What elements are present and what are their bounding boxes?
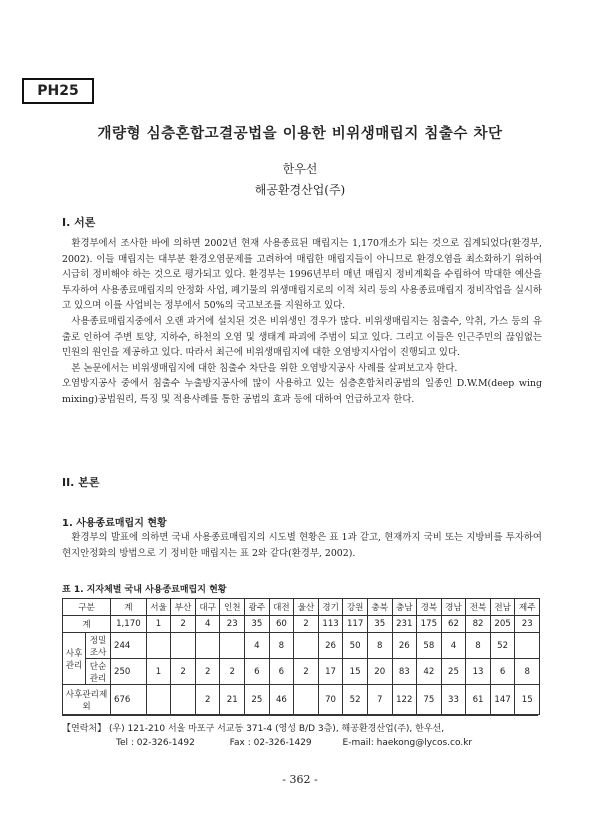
table-cell: 15 [343, 659, 368, 685]
table-cell [195, 633, 220, 659]
intro-paragraph: 오염방지공사 중에서 침출수 누출방지공사에 많이 사용하고 있는 심층혼합처리공법의 일종인 D.W.M(deep wing mixing)공법원리, 특징 및 적용사례를 통한 공법의 효과 등에 대하여 언급하고자 한다. [62, 378, 542, 405]
table-header-cell: 경북 [417, 599, 442, 616]
table-cell: 231 [392, 616, 417, 633]
table-row [63, 616, 540, 633]
table-cell: 1,170 [111, 616, 147, 633]
contact-tel: Tel : 02-326-1492 [116, 738, 195, 748]
table-cell: 35 [367, 616, 392, 633]
contact-email: E-mail: haekong@lycos.co.kr [342, 738, 473, 748]
table-cell [146, 633, 171, 659]
table-header-cell: 구분 [63, 599, 111, 616]
table-cell: 2 [171, 616, 196, 633]
table-cell: 8 [269, 633, 294, 659]
footnote-divider [62, 715, 538, 716]
table-cell: 35 [245, 616, 270, 633]
row-label: 정밀조사 [86, 633, 111, 659]
table-cell: 52 [490, 633, 515, 659]
table-cell: 113 [318, 616, 343, 633]
table-cell: 25 [441, 659, 466, 685]
table-cell [146, 685, 171, 715]
table-cell: 42 [417, 659, 442, 685]
table-cell: 244 [111, 633, 147, 659]
table-header-cell: 인천 [220, 599, 245, 616]
table-header-cell: 서울 [146, 599, 171, 616]
table-cell: 58 [417, 633, 442, 659]
table-cell: 23 [515, 616, 540, 633]
table-cell: 4 [195, 616, 220, 633]
page-number: - 362 - [282, 773, 318, 786]
table-cell: 50 [343, 633, 368, 659]
table-cell: 8 [367, 633, 392, 659]
table-cell [294, 633, 319, 659]
table-cell: 70 [318, 685, 343, 715]
subsection-paragraph: 환경부의 발표에 의하면 국내 사용종료매립지의 시도별 현황은 표 1과 같고, 현재까지 국비 또는 지방비를 투자하여 현지안정화의 방법으로 기 정비한 매립지는 표 2와 같다(환경부, 2002). [62, 532, 542, 559]
intro-paragraph: 사용종료매립지중에서 오랜 과거에 설치된 것은 비위생인 경우가 많다. 비위생매립지는 침출수, 악취, 가스 등의 유출로 인하여 주변 토양, 지하수, 하천의 오염 및 생태계 파괴에 주범이 되고 있다. 그리고 이들은 인근주민의 끊임없는 민원의 원인을 제공하고 있다. 따라서 최근에 비위생매립지에 대한 오염방지사업이 진행되고 있다. [62, 315, 542, 359]
table-header-cell: 충북 [367, 599, 392, 616]
table-cell: 175 [417, 616, 442, 633]
table-cell: 26 [392, 633, 417, 659]
table-header-cell: 광주 [245, 599, 270, 616]
table-header-cell: 계 [111, 599, 147, 616]
subsection-heading: 1. 사용종료매립지 현황 [62, 518, 167, 529]
table-header-cell: 강원 [343, 599, 368, 616]
table-cell: 62 [441, 616, 466, 633]
row-label: 사후관리제외 [63, 685, 111, 715]
contact-fax: Fax : 02-326-1429 [229, 738, 312, 748]
intro-paragraph: 환경부에서 조사한 바에 의하면 2002년 현재 사용종료된 매립지는 1,170개소가 되는 것으로 집계되었다(환경부, 2002). 이들 매립지는 대부분 환경오염문제를 고려하여 매립한 매립지들이 아니므로 환경오염을 최소화하기 위하여 시급히 정비해야 하는 것으로 평가되고 있다. 환경부는 1996년부터 매년 매립지 정비계획을 수립하여 막대한 예산을 투자하여 사용종료매립지의 안정화 사업, 폐기물의 위생매립지로의 이적 처리 등의 사용종료매립지 정비작업을 실시하고 있으며 이를 사업비는 정부에서 50%의 국고보조를 지원하고 있다. [62, 238, 542, 312]
table-cell [220, 633, 245, 659]
table-cell: 21 [220, 685, 245, 715]
table-cell: 6 [245, 659, 270, 685]
author-affiliation: 해공환경산업(주) [254, 183, 346, 197]
table-cell: 122 [392, 685, 417, 715]
table-cell: 8 [515, 659, 540, 685]
table-cell: 61 [466, 685, 491, 715]
table-cell: 117 [343, 616, 368, 633]
table-header-cell: 부산 [171, 599, 196, 616]
table-cell: 6 [269, 659, 294, 685]
table-cell: 75 [417, 685, 442, 715]
table-cell: 4 [441, 633, 466, 659]
table-cell: 82 [466, 616, 491, 633]
table-cell: 23 [220, 616, 245, 633]
table-cell: 676 [111, 685, 147, 715]
contact-line: 【연락처】 (우) 121-210 서울 마포구 서교동 371-4 (영성 B/D 3층), 해공환경산업(주), 한우선, [62, 724, 445, 734]
table-cell: 147 [490, 685, 515, 715]
table-cell: 2 [220, 659, 245, 685]
table-row [63, 659, 540, 685]
table-header-cell: 전남 [490, 599, 515, 616]
table-cell: 7 [367, 685, 392, 715]
row-label: 단순관리 [86, 659, 111, 685]
table-header-cell: 전북 [466, 599, 491, 616]
table-header-cell: 경기 [318, 599, 343, 616]
table-cell: 6 [490, 659, 515, 685]
landfill-status-table [62, 598, 540, 715]
table-header-cell: 경남 [441, 599, 466, 616]
table-header-cell: 울산 [294, 599, 319, 616]
table-cell: 13 [466, 659, 491, 685]
section-heading-intro: I. 서론 [62, 216, 96, 229]
table-caption: 표 1. 지자체별 국내 사용종료매립지 현황 [62, 585, 227, 595]
table-cell: 60 [269, 616, 294, 633]
table-cell [171, 685, 196, 715]
table-cell [294, 685, 319, 715]
section-heading-body: II. 본론 [62, 476, 100, 489]
table-cell: 2 [171, 659, 196, 685]
row-group-label: 사후관리 [63, 633, 86, 685]
table-cell: 46 [269, 685, 294, 715]
table-cell: 17 [318, 659, 343, 685]
table-cell [171, 633, 196, 659]
intro-body [62, 236, 542, 408]
paper-title: 개량형 심층혼합고결공법을 이용한 비위생매립지 침출수 차단 [97, 126, 503, 142]
table-cell: 8 [466, 633, 491, 659]
table-header-cell: 대구 [195, 599, 220, 616]
table-cell: 26 [318, 633, 343, 659]
table-cell: 1 [146, 659, 171, 685]
table-cell: 1 [146, 616, 171, 633]
table-cell: 52 [343, 685, 368, 715]
table-row [63, 633, 540, 659]
table-cell: 2 [294, 659, 319, 685]
table-cell [515, 633, 540, 659]
table-cell: 83 [392, 659, 417, 685]
table-cell: 15 [515, 685, 540, 715]
table-cell: 2 [294, 616, 319, 633]
table-cell: 2 [195, 685, 220, 715]
table-cell: 20 [367, 659, 392, 685]
table-header-cell: 충남 [392, 599, 417, 616]
author-name: 한우선 [282, 162, 318, 176]
intro-paragraph: 본 논문에서는 비위생매립지에 대한 침출수 차단을 위한 오염방지공사 사례를 살펴보고자 한다. [71, 362, 458, 374]
table-cell: 25 [245, 685, 270, 715]
table-header-row [63, 599, 540, 616]
table-cell: 33 [441, 685, 466, 715]
contact-details [62, 738, 552, 748]
table-header-cell: 제주 [515, 599, 540, 616]
table-cell: 4 [245, 633, 270, 659]
row-label: 계 [63, 616, 111, 633]
table-cell: 250 [111, 659, 147, 685]
table-row [63, 685, 540, 715]
table-cell: 2 [195, 659, 220, 685]
table-cell: 205 [490, 616, 515, 633]
paper-code-box: PH25 [22, 78, 94, 104]
table-header-cell: 대전 [269, 599, 294, 616]
